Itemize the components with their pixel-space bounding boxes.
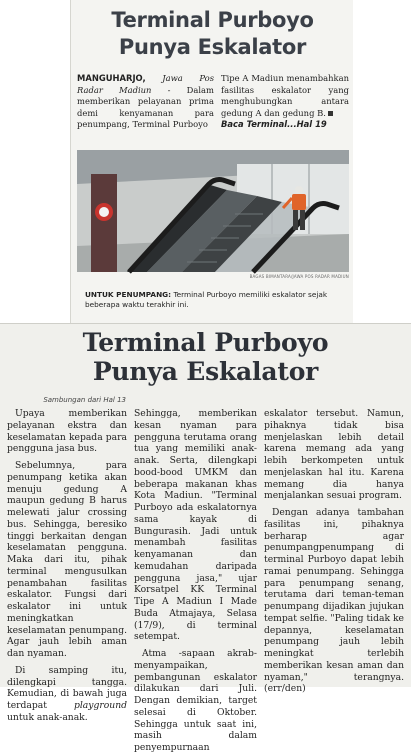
body-paragraph bbox=[7, 665, 127, 724]
photo-credit: BAGAS BIMANTARA/JAWA POS RADAR MADIUN bbox=[249, 274, 349, 279]
body-column-2 bbox=[134, 408, 257, 754]
bottom-headline-line-2: Punya Eskalator bbox=[92, 357, 319, 386]
lead-source: Jawa Pos Radar Madiun bbox=[77, 73, 214, 95]
body-paragraph: Dengan adanya tambahan fasilitas ini, pihaknya berharap agar penumpangpenumpang di terminal Purboyo dapat lebih ramai penumpang. Sehingga para penumpang senang, terutama dari teman-teman penumpang dijadikan jujukan tempat selfie. "Paling tidak ke depannya, keselamatan penumpang jauh lebih meningkat terlebih memberikan kesan aman dan nyaman," terangnya. (err/den) bbox=[264, 507, 404, 695]
body-paragraph: Upaya memberikan pelayanan ekstra dan keselamatan kepada para pengguna jasa bus. bbox=[7, 408, 127, 455]
body-paragraph: Sehingga, memberikan kesan nyaman para pengguna terutama orang tua yang memiliki anak-anak. Serta, dilengkapi bood-bood UMKM dan beberapa makanan khas Kota Madiun. "Terminal Purboyo ada eskalatornya sama kayak di Bungurasih. Jadi untuk menambah fasilitas kenyamanan dan kemudahan daripada pengguna jasa," ujar Korsatpel KK Terminal Tipe A Madiun I Made Buda Atmajaya, Selasa (17/9), di terminal setempat. bbox=[134, 408, 257, 643]
dateline: MANGUHARJO, bbox=[77, 73, 146, 83]
body-paragraph: eskalator tersebut. Namun, pihaknya tidak bisa menjelaskan lebih detail karena memang ada yang lebih berkompeten untuk menjelaskan hal itu. Karena memang dia hanya menjalankan sesuai program. bbox=[264, 408, 404, 502]
bottom-clipping bbox=[0, 323, 411, 753]
continued-link[interactable]: Baca Terminal...Hal 19 bbox=[221, 119, 327, 130]
body-emphasis: playground bbox=[73, 700, 127, 711]
lead-text-1: - Dalam memberikan pelayanan prima demi kenyamanan para penumpang, Terminal Purboyo bbox=[77, 84, 214, 130]
top-headline-line-2: Punya Eskalator bbox=[118, 35, 307, 59]
end-square-icon bbox=[328, 111, 333, 116]
body-column-3 bbox=[264, 408, 404, 695]
top-headline bbox=[71, 7, 354, 61]
top-clipping bbox=[70, 0, 353, 323]
body-paragraph: Atma -sapaan akrab- menyampaikan, pembangunan eskalator dilakukan dari Juli. Dengan demikian, target selesai di Oktober. Sehingga untuk saat ini, masih dalam penyempurnaan bbox=[134, 648, 257, 753]
body-text: Di samping itu, dilengkapi tangga. Kemudian, di bawah juga terdapat bbox=[7, 664, 127, 711]
continued-from-label: Sambungan dari Hal 13 bbox=[43, 396, 126, 404]
caption-text: Terminal Purboyo memiliki eskalator sejak beberapa waktu terakhir ini. bbox=[85, 290, 328, 309]
bottom-headline bbox=[0, 328, 411, 386]
escalator-photo bbox=[77, 150, 349, 272]
lead-text-2: Tipe A Madiun menambahkan fasilitas eskalator yang menghubungkan antara gedung A dan gedung B. bbox=[221, 73, 349, 118]
escalator-photo-graphic bbox=[77, 150, 349, 272]
body-text: untuk anak-anak. bbox=[7, 711, 88, 723]
body-paragraph: Sebelumnya, para penumpang ketika akan menuju gedung A maupun gedung B harus melewati jalur crossing bus. Sehingga, beresiko tinggi berkaitan dengan keselamatan pengguna. Maka dari itu, pihak terminal mengusulkan penambahan fasilitas eskalator. Fungsi dari eskalator ini untuk meningkatkan keselamatan penumpang. Agar jauh lebih aman dan nyaman. bbox=[7, 460, 127, 659]
caption-label: UNTUK PENUMPANG: bbox=[85, 290, 172, 299]
body-column-1 bbox=[7, 408, 127, 724]
top-headline-line-1: Terminal Purboyo bbox=[111, 8, 314, 32]
bottom-headline-line-1: Terminal Purboyo bbox=[82, 328, 329, 357]
lead-column-2 bbox=[221, 73, 349, 131]
lead-column-1 bbox=[77, 73, 214, 131]
photo-caption bbox=[85, 290, 347, 310]
